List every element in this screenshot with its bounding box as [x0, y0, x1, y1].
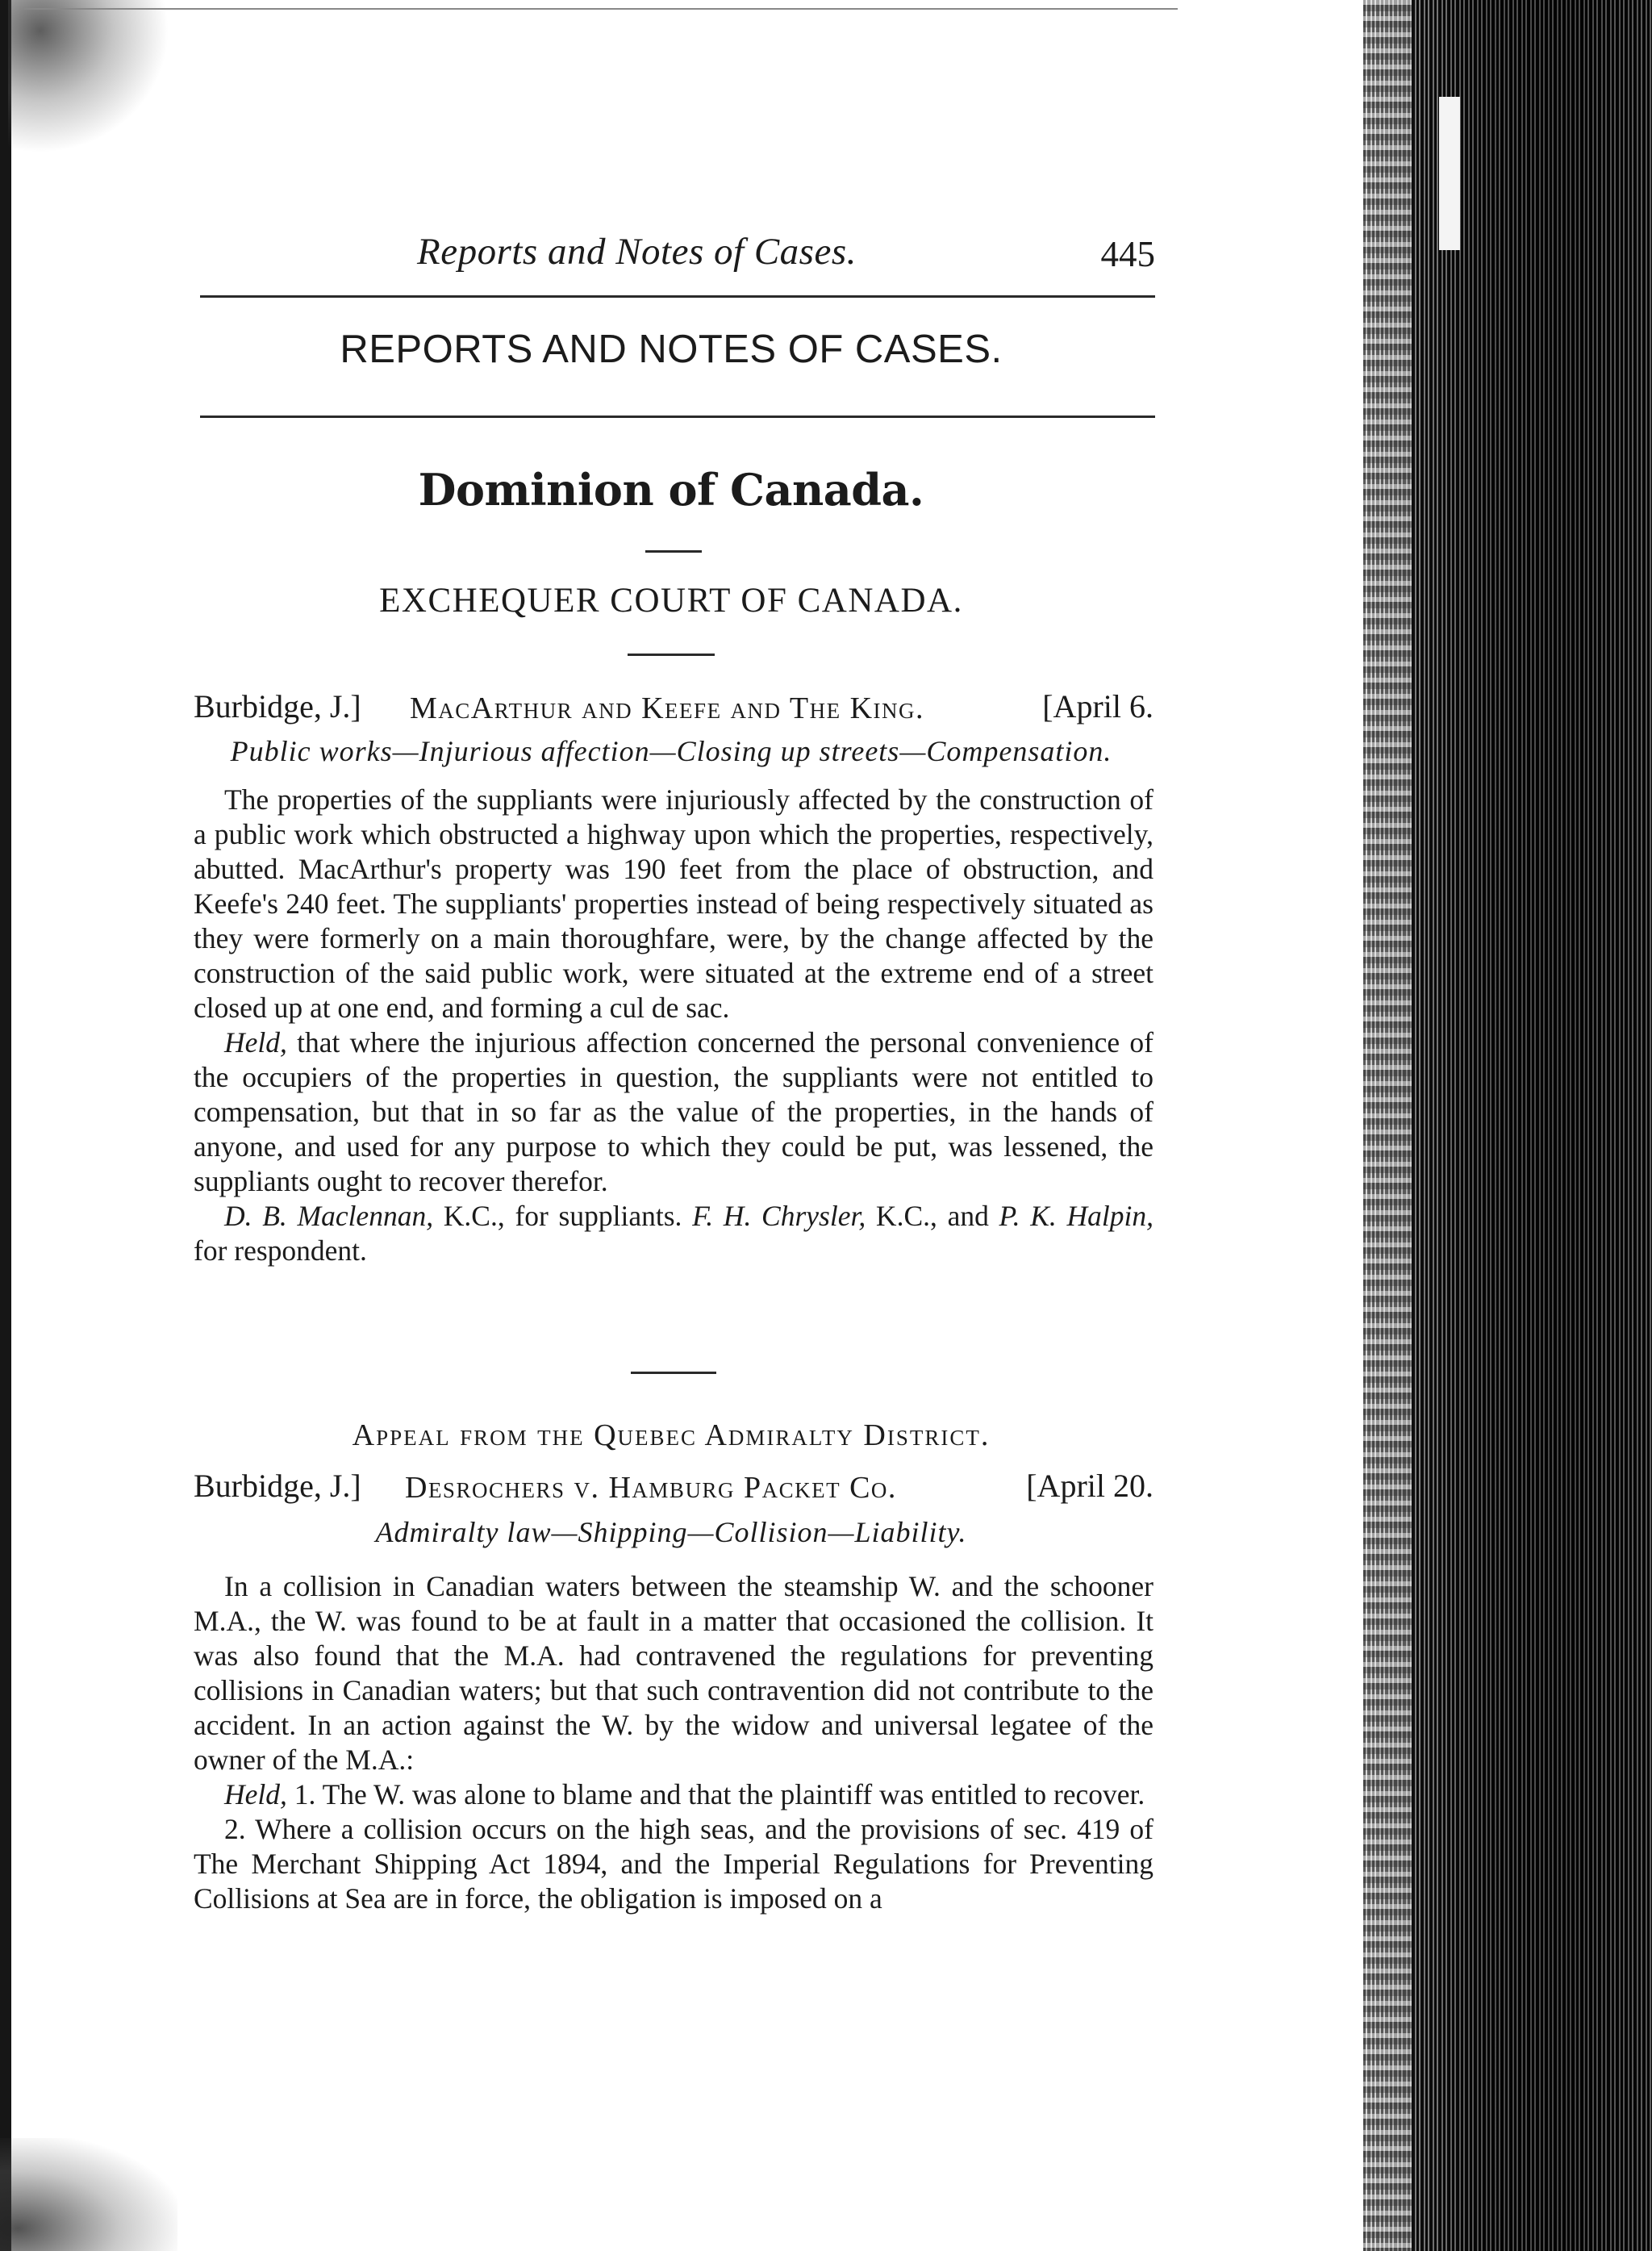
divider-short	[628, 654, 715, 656]
judge: Burbidge, J.]	[194, 688, 361, 725]
title-rule	[200, 416, 1155, 418]
scan-top-line	[24, 8, 1178, 10]
counsel-role: K.C., for suppliants.	[433, 1200, 693, 1232]
court-heading: EXCHEQUER COURT OF CANADA.	[379, 582, 963, 620]
judge: Burbidge, J.]	[194, 1468, 361, 1504]
held-label: Held,	[224, 1026, 287, 1059]
case-holding	[194, 1777, 1153, 1812]
case-counsel	[194, 1199, 1153, 1268]
case-facts: The properties of the suppliants were injuriously affected by the construction of a public work which obstructed a highway upon which the properties, respectively, abutted. MacArthur's property was 190 feet from the place of obstruction, and Keefe's 240 feet. The suppliants' properties instead of being respectively situated as they were formerly on a main thoroughfare, were, by the change affected by the construction of the said public work, were situated at the extreme end of a street closed up at one end, and forming a cul de sac.	[194, 783, 1153, 1024]
scan-smudge-top	[8, 0, 169, 153]
case-date: [April 6.	[1042, 688, 1153, 725]
running-title: Reports and Notes of Cases.	[417, 231, 857, 273]
case-headnote: Admiralty law—Shipping—Collision—Liability.	[375, 1516, 967, 1548]
case-date: [April 20.	[1026, 1468, 1153, 1504]
divider-short	[645, 550, 702, 553]
held-text: 1. The W. was alone to blame and that the plaintiff was entitled to recover.	[286, 1778, 1145, 1810]
scan-smudge-bottom	[0, 2138, 177, 2251]
counsel-name: F. H. Chrysler,	[692, 1200, 866, 1232]
book-spine-edge	[1363, 0, 1412, 2251]
counsel-name: P. K. Halpin,	[999, 1200, 1153, 1232]
main-title: REPORTS AND NOTES OF CASES.	[340, 328, 1003, 371]
case-parties: Desrochers v. Hamburg Packet Co.	[405, 1471, 897, 1505]
running-head	[187, 230, 1155, 278]
case-caption	[194, 687, 1153, 728]
held-label: Held,	[224, 1778, 287, 1810]
held-text: that where the injurious affection concerned the personal convenience of the occupiers of the properties in question, the suppliants were not entitled to compensation, but that in so far as the value of the properties, in the hands of anyone, and used for any purpose to which they could be put, was lessened, the suppliants ought to recover therefor.	[194, 1026, 1153, 1197]
header-rule	[200, 295, 1155, 298]
book-spine-highlight	[1439, 97, 1460, 250]
divider-short	[631, 1372, 716, 1374]
counsel-name: D. B. Maclennan,	[224, 1200, 434, 1232]
counsel-role: for respondent.	[194, 1234, 367, 1267]
case-body	[194, 1569, 1153, 1916]
page-number: 445	[1100, 234, 1155, 274]
case-point: 2. Where a collision occurs on the high seas, and the provisions of sec. 419 of The Merchant Shipping Act 1894, and the Imperial Regulations for Preventing Collisions at Sea are in force, the obligation is imposed on a	[194, 1813, 1153, 1915]
case-body	[194, 783, 1153, 1268]
case-facts: In a collision in Canadian waters between the steamship W. and the schooner M.A., the W. was found to be at fault in a matter that occasioned the collision. It was also found that the M.A. had contravened the regulations for preventing collisions in Canadian waters; but that such contravention did not contribute to the accident. In an action against the W. by the widow and universal legatee of the owner of the M.A.:	[194, 1570, 1153, 1776]
case-headnote: Public works—Injurious affection—Closing up streets—Compensation.	[230, 735, 1112, 767]
case-holding	[194, 1025, 1153, 1199]
jurisdiction-heading: Dominion of Canada.	[418, 464, 924, 516]
case-parties: MacArthur and Keefe and The King.	[410, 691, 924, 725]
counsel-role: K.C., and	[866, 1200, 999, 1232]
case-caption	[194, 1467, 1153, 1507]
scan-left-edge	[0, 0, 11, 2251]
section-heading: Appeal from the Quebec Admiralty District.	[352, 1418, 991, 1452]
